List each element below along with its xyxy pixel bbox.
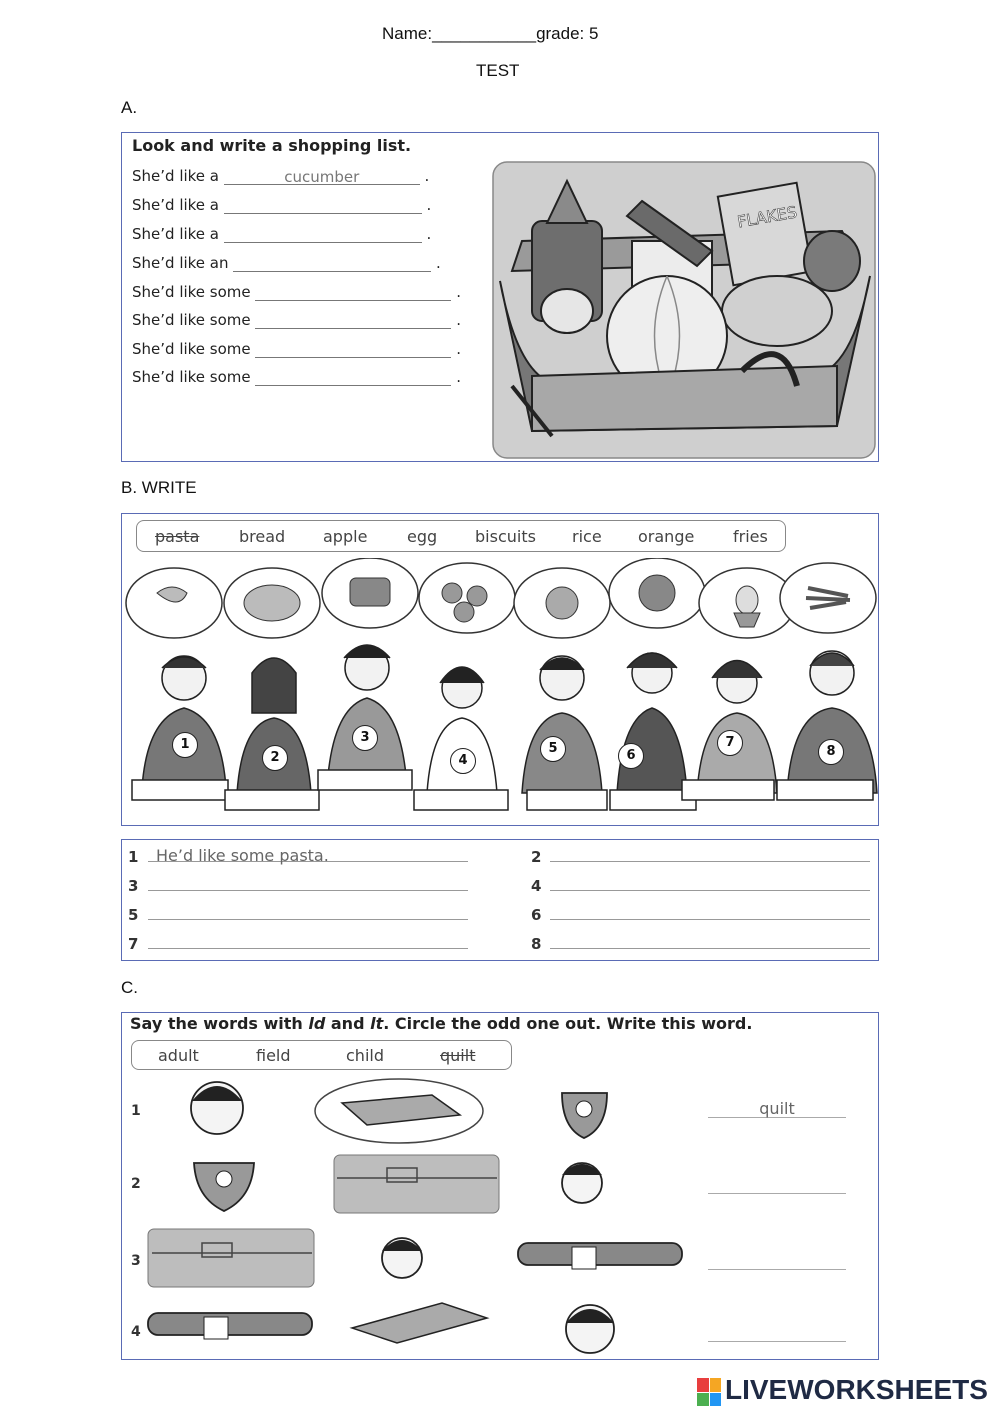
section-c-instruction xyxy=(130,1014,752,1033)
answer-blank-4[interactable] xyxy=(233,255,431,272)
answer-number-8: 8 xyxy=(531,935,542,953)
answer-line-2[interactable] xyxy=(550,846,870,862)
row-number-2: 2 xyxy=(131,1176,141,1192)
word-child: child xyxy=(346,1046,384,1065)
section-a-instruction: Look and write a shopping list. xyxy=(132,136,412,155)
odd-word-answer-3[interactable] xyxy=(708,1251,846,1270)
onion xyxy=(804,231,860,291)
yogurt-pot xyxy=(722,276,832,346)
word-bank-c xyxy=(131,1040,512,1070)
answer-number-4: 4 xyxy=(531,877,542,895)
answer-line-6[interactable] xyxy=(550,904,870,920)
answer-number-3: 3 xyxy=(128,877,139,895)
answer-line-3[interactable] xyxy=(148,875,468,891)
row-4 xyxy=(148,1303,614,1353)
word-field: field xyxy=(256,1046,291,1065)
test-title: TEST xyxy=(476,61,520,80)
answer-line-4[interactable] xyxy=(550,875,870,891)
section-a-frame xyxy=(121,132,879,462)
odd-word-answer-2[interactable] xyxy=(708,1175,846,1194)
answer-blank-2[interactable] xyxy=(224,197,422,214)
section-a-label: A. xyxy=(121,98,138,117)
flakes-box xyxy=(718,183,812,286)
shopping-line-8: She’d like some . xyxy=(132,368,461,386)
answer-number-7: 7 xyxy=(128,935,139,953)
line-prefix: She’d like a xyxy=(132,167,219,185)
line-prefix: She’d like an xyxy=(132,254,229,272)
kid-number-1: 1 xyxy=(172,732,198,758)
row-2 xyxy=(194,1155,602,1213)
row-number-3: 3 xyxy=(131,1253,141,1269)
lemon xyxy=(541,289,593,333)
word-pasta: pasta xyxy=(155,527,200,546)
kid-number-2: 2 xyxy=(262,745,288,771)
answer-blank-8[interactable] xyxy=(255,369,451,386)
word-orange: orange xyxy=(638,527,695,546)
shopping-line-2: She’d like a . xyxy=(132,196,432,214)
kid-number-6: 6 xyxy=(618,743,644,769)
shopping-line-4: She’d like an . xyxy=(132,254,441,272)
name-grade-line: Name:___________grade: 5 xyxy=(382,24,599,43)
kid-number-7: 7 xyxy=(717,730,743,756)
shopping-line-3: She’d like a . xyxy=(132,225,432,243)
line-prefix: She’d like a xyxy=(132,196,219,214)
odd-one-out-pictures xyxy=(142,1073,702,1357)
answer-number-1: 1 xyxy=(128,848,139,866)
word-quilt: quilt xyxy=(440,1046,476,1065)
word-bank xyxy=(136,520,786,552)
answer-number-6: 6 xyxy=(531,906,542,924)
line-prefix: She’d like some xyxy=(132,283,251,301)
shopping-line-1: She’d like a cucumber . xyxy=(132,167,430,186)
instruction-ld: ld xyxy=(308,1014,326,1033)
answer-line-5[interactable] xyxy=(148,904,468,920)
instruction-part: . Circle the odd one out. Write this word. xyxy=(383,1014,753,1033)
answer-blank-3[interactable] xyxy=(224,226,422,243)
line-prefix: She’d like some xyxy=(132,340,251,358)
word-apple: apple xyxy=(323,527,368,546)
logo-text: LIVEWORKSHEETS xyxy=(725,1374,988,1405)
logo-badge-icon xyxy=(697,1378,721,1406)
shopping-basket-illustration xyxy=(492,161,876,459)
answer-line-1[interactable]: He’d like some pasta. xyxy=(148,846,468,862)
shopping-line-7: She’d like some . xyxy=(132,340,461,358)
bed xyxy=(342,1095,460,1125)
instruction-part: and xyxy=(325,1014,371,1033)
word-egg: egg xyxy=(407,527,438,546)
word-biscuits: biscuits xyxy=(475,527,536,546)
line-prefix: She’d like a xyxy=(132,225,219,243)
word-bread: bread xyxy=(239,527,286,546)
row-3 xyxy=(148,1229,682,1287)
line-prefix: She’d like some xyxy=(132,368,251,386)
section-c-frame xyxy=(121,1012,879,1360)
word-adult: adult xyxy=(158,1046,199,1065)
odd-word-answer-1[interactable]: quilt xyxy=(708,1099,846,1118)
kid-number-3: 3 xyxy=(352,725,378,751)
kid-number-4: 4 xyxy=(450,748,476,774)
kids-illustration xyxy=(122,558,878,824)
kid-number-8: 8 xyxy=(818,739,844,765)
section-b-picture-frame xyxy=(121,513,879,826)
instruction-part: Say the words with xyxy=(130,1014,309,1033)
section-b-label: B. WRITE xyxy=(121,478,197,497)
section-c-label: C. xyxy=(121,978,138,997)
liveworksheets-logo xyxy=(697,1374,993,1410)
answer-blank-7[interactable] xyxy=(255,341,451,358)
shopping-line-5: She’d like some . xyxy=(132,283,461,301)
answer-blank-6[interactable] xyxy=(255,312,451,329)
kids xyxy=(142,645,877,793)
section-b-answer-frame xyxy=(121,839,879,961)
thought-bubbles xyxy=(126,558,876,638)
word-fries: fries xyxy=(733,527,768,546)
answer-line-7[interactable] xyxy=(148,933,468,949)
answer-blank-1[interactable]: cucumber xyxy=(224,168,420,185)
answer-number-2: 2 xyxy=(531,848,542,866)
answer-line-8[interactable] xyxy=(550,933,870,949)
row-number-1: 1 xyxy=(131,1103,141,1119)
row-1 xyxy=(191,1079,607,1143)
line-prefix: She’d like some xyxy=(132,311,251,329)
answer-blank-5[interactable] xyxy=(255,284,451,301)
row-number-4: 4 xyxy=(131,1324,141,1340)
kid-number-5: 5 xyxy=(540,736,566,762)
instruction-lt: lt xyxy=(370,1014,384,1033)
shopping-line-6: She’d like some . xyxy=(132,311,461,329)
odd-word-answer-4[interactable] xyxy=(708,1323,846,1342)
flakes-label: FLAKES xyxy=(735,202,799,232)
answer-number-5: 5 xyxy=(128,906,139,924)
word-rice: rice xyxy=(572,527,602,546)
